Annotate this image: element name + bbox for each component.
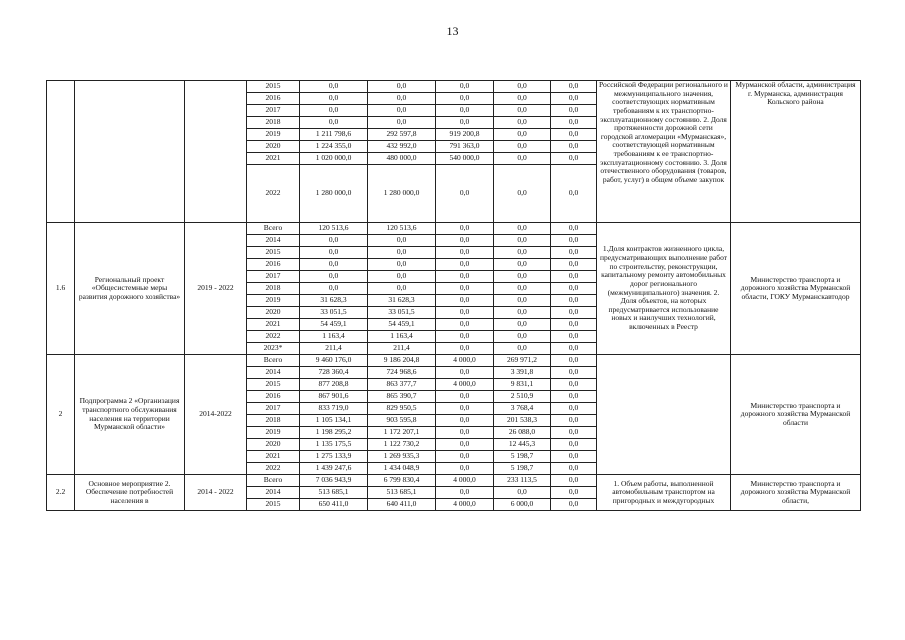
amount-cell: 0,0 bbox=[368, 235, 436, 247]
year-cell: 2019 bbox=[247, 129, 300, 141]
target-indicators: 1. Объем работы, выполненной автомобильным транспортом на пригородных и междугородных bbox=[597, 475, 731, 511]
amount-cell: 0,0 bbox=[436, 307, 494, 319]
year-cell: 2021 bbox=[247, 451, 300, 463]
amount-cell: 791 363,0 bbox=[436, 141, 494, 153]
amount-cell: 0,0 bbox=[551, 235, 597, 247]
responsible-executor: Министерство транспорта и дорожного хозяйства Мурманской области, bbox=[731, 475, 861, 511]
amount-cell: 0,0 bbox=[551, 247, 597, 259]
year-cell: 2020 bbox=[247, 141, 300, 153]
amount-cell: 33 051,5 bbox=[368, 307, 436, 319]
amount-cell: 0,0 bbox=[494, 129, 551, 141]
amount-cell: 0,0 bbox=[436, 235, 494, 247]
amount-cell: 0,0 bbox=[551, 141, 597, 153]
amount-cell: 1 224 355,0 bbox=[300, 141, 368, 153]
table-row bbox=[47, 475, 861, 487]
amount-cell: 0,0 bbox=[551, 403, 597, 415]
amount-cell: 480 000,0 bbox=[368, 153, 436, 165]
amount-cell: 0,0 bbox=[551, 415, 597, 427]
amount-cell: 0,0 bbox=[551, 487, 597, 499]
year-cell: 2016 bbox=[247, 391, 300, 403]
year-cell: 2019 bbox=[247, 427, 300, 439]
amount-cell: 1 105 134,1 bbox=[300, 415, 368, 427]
section-name: Региональный проект «Общесистемные меры развития дорожного хозяйства» bbox=[75, 223, 185, 355]
amount-cell: 0,0 bbox=[436, 451, 494, 463]
target-indicators bbox=[597, 355, 731, 475]
amount-cell: 0,0 bbox=[551, 463, 597, 475]
amount-cell: 0,0 bbox=[436, 403, 494, 415]
amount-cell: 0,0 bbox=[436, 487, 494, 499]
amount-cell: 0,0 bbox=[551, 319, 597, 331]
amount-cell: 3 391,8 bbox=[494, 367, 551, 379]
year-cell: 2014 bbox=[247, 487, 300, 499]
amount-cell: 1 280 000,0 bbox=[300, 165, 368, 223]
section-period: 2014 - 2022 bbox=[185, 475, 247, 511]
section-number: 1.6 bbox=[47, 223, 75, 355]
amount-cell: 120 513,6 bbox=[368, 223, 436, 235]
amount-cell: 0,0 bbox=[494, 307, 551, 319]
amount-cell: 0,0 bbox=[300, 271, 368, 283]
amount-cell: 233 113,5 bbox=[494, 475, 551, 487]
amount-cell: 0,0 bbox=[368, 259, 436, 271]
year-cell: 2018 bbox=[247, 415, 300, 427]
amount-cell: 6 799 830,4 bbox=[368, 475, 436, 487]
amount-cell: 1 020 000,0 bbox=[300, 153, 368, 165]
year-cell: 2018 bbox=[247, 283, 300, 295]
amount-cell: 513 685,1 bbox=[300, 487, 368, 499]
amount-cell: 0,0 bbox=[551, 283, 597, 295]
year-cell: 2022 bbox=[247, 165, 300, 223]
year-cell: Всего bbox=[247, 355, 300, 367]
amount-cell: 0,0 bbox=[551, 391, 597, 403]
amount-cell: 540 000,0 bbox=[436, 153, 494, 165]
amount-cell: 0,0 bbox=[551, 331, 597, 343]
amount-cell: 0,0 bbox=[300, 247, 368, 259]
amount-cell: 3 768,4 bbox=[494, 403, 551, 415]
amount-cell: 0,0 bbox=[551, 475, 597, 487]
amount-cell: 0,0 bbox=[551, 427, 597, 439]
responsible-executor: Министерство транспорта и дорожного хозяйства Мурманской области, ГОКУ Мурманскавтодор bbox=[731, 223, 861, 355]
amount-cell: 0,0 bbox=[300, 93, 368, 105]
amount-cell: 1 211 798,6 bbox=[300, 129, 368, 141]
amount-cell: 0,0 bbox=[551, 355, 597, 367]
budget-table bbox=[46, 80, 861, 511]
section-number: 2 bbox=[47, 355, 75, 475]
year-cell: 2023* bbox=[247, 343, 300, 355]
amount-cell: 0,0 bbox=[551, 271, 597, 283]
amount-cell: 0,0 bbox=[436, 93, 494, 105]
amount-cell: 0,0 bbox=[551, 307, 597, 319]
amount-cell: 0,0 bbox=[436, 295, 494, 307]
target-indicators: 1.Доля контрактов жизненного цикла, предусматривающих выполнение работ по строительству, реконструкции, капитальному ремонту автомобильных дорог регионального (межмуниципального) значения. 2. Доля объектов, на которых предусматривается использование новых и наилучших технологий, включенных в Реестр bbox=[597, 223, 731, 355]
amount-cell: 1 135 175,5 bbox=[300, 439, 368, 451]
amount-cell: 0,0 bbox=[551, 129, 597, 141]
amount-cell: 0,0 bbox=[368, 247, 436, 259]
amount-cell: 120 513,6 bbox=[300, 223, 368, 235]
year-cell: 2015 bbox=[247, 379, 300, 391]
amount-cell: 0,0 bbox=[436, 439, 494, 451]
amount-cell: 0,0 bbox=[494, 247, 551, 259]
amount-cell: 0,0 bbox=[551, 93, 597, 105]
amount-cell: 640 411,0 bbox=[368, 499, 436, 511]
amount-cell: 513 685,1 bbox=[368, 487, 436, 499]
amount-cell: 0,0 bbox=[368, 105, 436, 117]
year-cell: 2019 bbox=[247, 295, 300, 307]
amount-cell: 7 036 943,9 bbox=[300, 475, 368, 487]
amount-cell: 0,0 bbox=[551, 499, 597, 511]
amount-cell: 0,0 bbox=[551, 367, 597, 379]
amount-cell: 865 390,7 bbox=[368, 391, 436, 403]
section-name: Подпрограмма 2 «Организация транспортного обслуживания населения на территории Мурманской области» bbox=[75, 355, 185, 475]
amount-cell: 0,0 bbox=[436, 165, 494, 223]
amount-cell: 4 000,0 bbox=[436, 379, 494, 391]
amount-cell: 0,0 bbox=[494, 117, 551, 129]
amount-cell: 0,0 bbox=[494, 319, 551, 331]
amount-cell: 0,0 bbox=[368, 81, 436, 93]
section-name bbox=[75, 81, 185, 223]
amount-cell: 0,0 bbox=[368, 93, 436, 105]
amount-cell: 0,0 bbox=[494, 295, 551, 307]
amount-cell: 0,0 bbox=[436, 331, 494, 343]
amount-cell: 1 198 295,2 bbox=[300, 427, 368, 439]
amount-cell: 211,4 bbox=[368, 343, 436, 355]
amount-cell: 211,4 bbox=[300, 343, 368, 355]
amount-cell: 867 901,6 bbox=[300, 391, 368, 403]
amount-cell: 4 000,0 bbox=[436, 355, 494, 367]
amount-cell: 0,0 bbox=[436, 391, 494, 403]
year-cell: 2014 bbox=[247, 367, 300, 379]
amount-cell: 0,0 bbox=[300, 117, 368, 129]
amount-cell: 1 163,4 bbox=[300, 331, 368, 343]
amount-cell: 2 510,9 bbox=[494, 391, 551, 403]
amount-cell: 1 269 935,3 bbox=[368, 451, 436, 463]
table-row bbox=[47, 355, 861, 367]
year-cell: 2015 bbox=[247, 499, 300, 511]
amount-cell: 0,0 bbox=[551, 343, 597, 355]
section-number bbox=[47, 81, 75, 223]
year-cell: Всего bbox=[247, 475, 300, 487]
amount-cell: 0,0 bbox=[494, 165, 551, 223]
amount-cell: 0,0 bbox=[436, 81, 494, 93]
amount-cell: 0,0 bbox=[494, 235, 551, 247]
amount-cell: 0,0 bbox=[300, 105, 368, 117]
amount-cell: 0,0 bbox=[436, 117, 494, 129]
amount-cell: 33 051,5 bbox=[300, 307, 368, 319]
amount-cell: 0,0 bbox=[551, 223, 597, 235]
amount-cell: 12 445,3 bbox=[494, 439, 551, 451]
amount-cell: 0,0 bbox=[551, 117, 597, 129]
amount-cell: 1 439 247,6 bbox=[300, 463, 368, 475]
year-cell: 2015 bbox=[247, 247, 300, 259]
amount-cell: 1 434 048,9 bbox=[368, 463, 436, 475]
year-cell: 2022 bbox=[247, 463, 300, 475]
amount-cell: 9 460 176,0 bbox=[300, 355, 368, 367]
amount-cell: 863 377,7 bbox=[368, 379, 436, 391]
year-cell: 2020 bbox=[247, 307, 300, 319]
amount-cell: 650 411,0 bbox=[300, 499, 368, 511]
amount-cell: 0,0 bbox=[436, 343, 494, 355]
amount-cell: 0,0 bbox=[436, 105, 494, 117]
amount-cell: 0,0 bbox=[494, 343, 551, 355]
amount-cell: 1 280 000,0 bbox=[368, 165, 436, 223]
amount-cell: 1 122 730,2 bbox=[368, 439, 436, 451]
year-cell: 2021 bbox=[247, 319, 300, 331]
amount-cell: 877 208,8 bbox=[300, 379, 368, 391]
target-indicators: Российской Федерации регионального и межмуниципального значения, соответствующих нормативным требованиям к их транспортно-эксплуатационному состоянию. 2. Доля протяженности дорожной сети городской агломерации «Мурманская», соответствующей нормативным требованиям к ее транспортно-эксплуатационному состоянию. 3. Доля отечественного оборудования (товаров, работ, услуг) в общем объеме закупок bbox=[597, 81, 731, 223]
amount-cell: 0,0 bbox=[494, 153, 551, 165]
amount-cell: 432 992,0 bbox=[368, 141, 436, 153]
section-period: 2014-2022 bbox=[185, 355, 247, 475]
amount-cell: 9 831,1 bbox=[494, 379, 551, 391]
amount-cell: 5 198,7 bbox=[494, 463, 551, 475]
amount-cell: 0,0 bbox=[551, 165, 597, 223]
amount-cell: 292 597,8 bbox=[368, 129, 436, 141]
amount-cell: 0,0 bbox=[436, 247, 494, 259]
year-cell: 2020 bbox=[247, 439, 300, 451]
amount-cell: 0,0 bbox=[551, 451, 597, 463]
amount-cell: 0,0 bbox=[494, 487, 551, 499]
amount-cell: 0,0 bbox=[300, 259, 368, 271]
amount-cell: 269 971,2 bbox=[494, 355, 551, 367]
year-cell: 2015 bbox=[247, 81, 300, 93]
year-cell: 2018 bbox=[247, 117, 300, 129]
amount-cell: 0,0 bbox=[368, 117, 436, 129]
amount-cell: 0,0 bbox=[551, 379, 597, 391]
year-cell: Всего bbox=[247, 223, 300, 235]
amount-cell: 6 000,0 bbox=[494, 499, 551, 511]
amount-cell: 0,0 bbox=[436, 367, 494, 379]
amount-cell: 0,0 bbox=[551, 295, 597, 307]
amount-cell: 5 198,7 bbox=[494, 451, 551, 463]
amount-cell: 919 200,8 bbox=[436, 129, 494, 141]
year-cell: 2017 bbox=[247, 403, 300, 415]
year-cell: 2017 bbox=[247, 105, 300, 117]
amount-cell: 1 163,4 bbox=[368, 331, 436, 343]
amount-cell: 0,0 bbox=[494, 93, 551, 105]
amount-cell: 1 275 133,9 bbox=[300, 451, 368, 463]
amount-cell: 31 628,3 bbox=[368, 295, 436, 307]
amount-cell: 4 000,0 bbox=[436, 499, 494, 511]
table-row bbox=[47, 223, 861, 235]
amount-cell: 0,0 bbox=[436, 427, 494, 439]
amount-cell: 0,0 bbox=[436, 259, 494, 271]
amount-cell: 0,0 bbox=[551, 153, 597, 165]
amount-cell: 0,0 bbox=[300, 283, 368, 295]
year-cell: 2022 bbox=[247, 331, 300, 343]
responsible-executor: Мурманской области, администрация г. Мурманска, администрация Кольского района bbox=[731, 81, 861, 223]
section-name: Основное мероприятие 2. Обеспечение потребностей населения в bbox=[75, 475, 185, 511]
page-number: 13 bbox=[446, 24, 459, 38]
amount-cell: 0,0 bbox=[494, 271, 551, 283]
amount-cell: 0,0 bbox=[494, 141, 551, 153]
amount-cell: 4 000,0 bbox=[436, 475, 494, 487]
amount-cell: 833 719,0 bbox=[300, 403, 368, 415]
amount-cell: 54 459,1 bbox=[368, 319, 436, 331]
amount-cell: 903 595,8 bbox=[368, 415, 436, 427]
amount-cell: 0,0 bbox=[368, 271, 436, 283]
amount-cell: 0,0 bbox=[494, 331, 551, 343]
section-period bbox=[185, 81, 247, 223]
amount-cell: 26 088,0 bbox=[494, 427, 551, 439]
year-cell: 2016 bbox=[247, 259, 300, 271]
section-period: 2019 - 2022 bbox=[185, 223, 247, 355]
amount-cell: 0,0 bbox=[551, 81, 597, 93]
year-cell: 2016 bbox=[247, 93, 300, 105]
amount-cell: 0,0 bbox=[436, 415, 494, 427]
amount-cell: 0,0 bbox=[494, 283, 551, 295]
amount-cell: 0,0 bbox=[300, 235, 368, 247]
year-cell: 2021 bbox=[247, 153, 300, 165]
amount-cell: 0,0 bbox=[368, 283, 436, 295]
amount-cell: 0,0 bbox=[494, 223, 551, 235]
amount-cell: 0,0 bbox=[494, 81, 551, 93]
table-row bbox=[47, 81, 861, 93]
year-cell: 2017 bbox=[247, 271, 300, 283]
amount-cell: 0,0 bbox=[300, 81, 368, 93]
amount-cell: 728 360,4 bbox=[300, 367, 368, 379]
year-cell: 2014 bbox=[247, 235, 300, 247]
amount-cell: 0,0 bbox=[551, 259, 597, 271]
amount-cell: 0,0 bbox=[436, 463, 494, 475]
amount-cell: 0,0 bbox=[551, 439, 597, 451]
amount-cell: 31 628,3 bbox=[300, 295, 368, 307]
amount-cell: 0,0 bbox=[551, 105, 597, 117]
amount-cell: 0,0 bbox=[436, 319, 494, 331]
amount-cell: 201 538,3 bbox=[494, 415, 551, 427]
amount-cell: 9 186 204,8 bbox=[368, 355, 436, 367]
amount-cell: 724 968,6 bbox=[368, 367, 436, 379]
amount-cell: 0,0 bbox=[436, 223, 494, 235]
amount-cell: 0,0 bbox=[494, 105, 551, 117]
amount-cell: 829 950,5 bbox=[368, 403, 436, 415]
amount-cell: 54 459,1 bbox=[300, 319, 368, 331]
responsible-executor: Министерство транспорта и дорожного хозяйства Мурманской области bbox=[731, 355, 861, 475]
amount-cell: 0,0 bbox=[494, 259, 551, 271]
section-number: 2.2 bbox=[47, 475, 75, 511]
amount-cell: 0,0 bbox=[436, 283, 494, 295]
amount-cell: 1 172 207,1 bbox=[368, 427, 436, 439]
amount-cell: 0,0 bbox=[436, 271, 494, 283]
